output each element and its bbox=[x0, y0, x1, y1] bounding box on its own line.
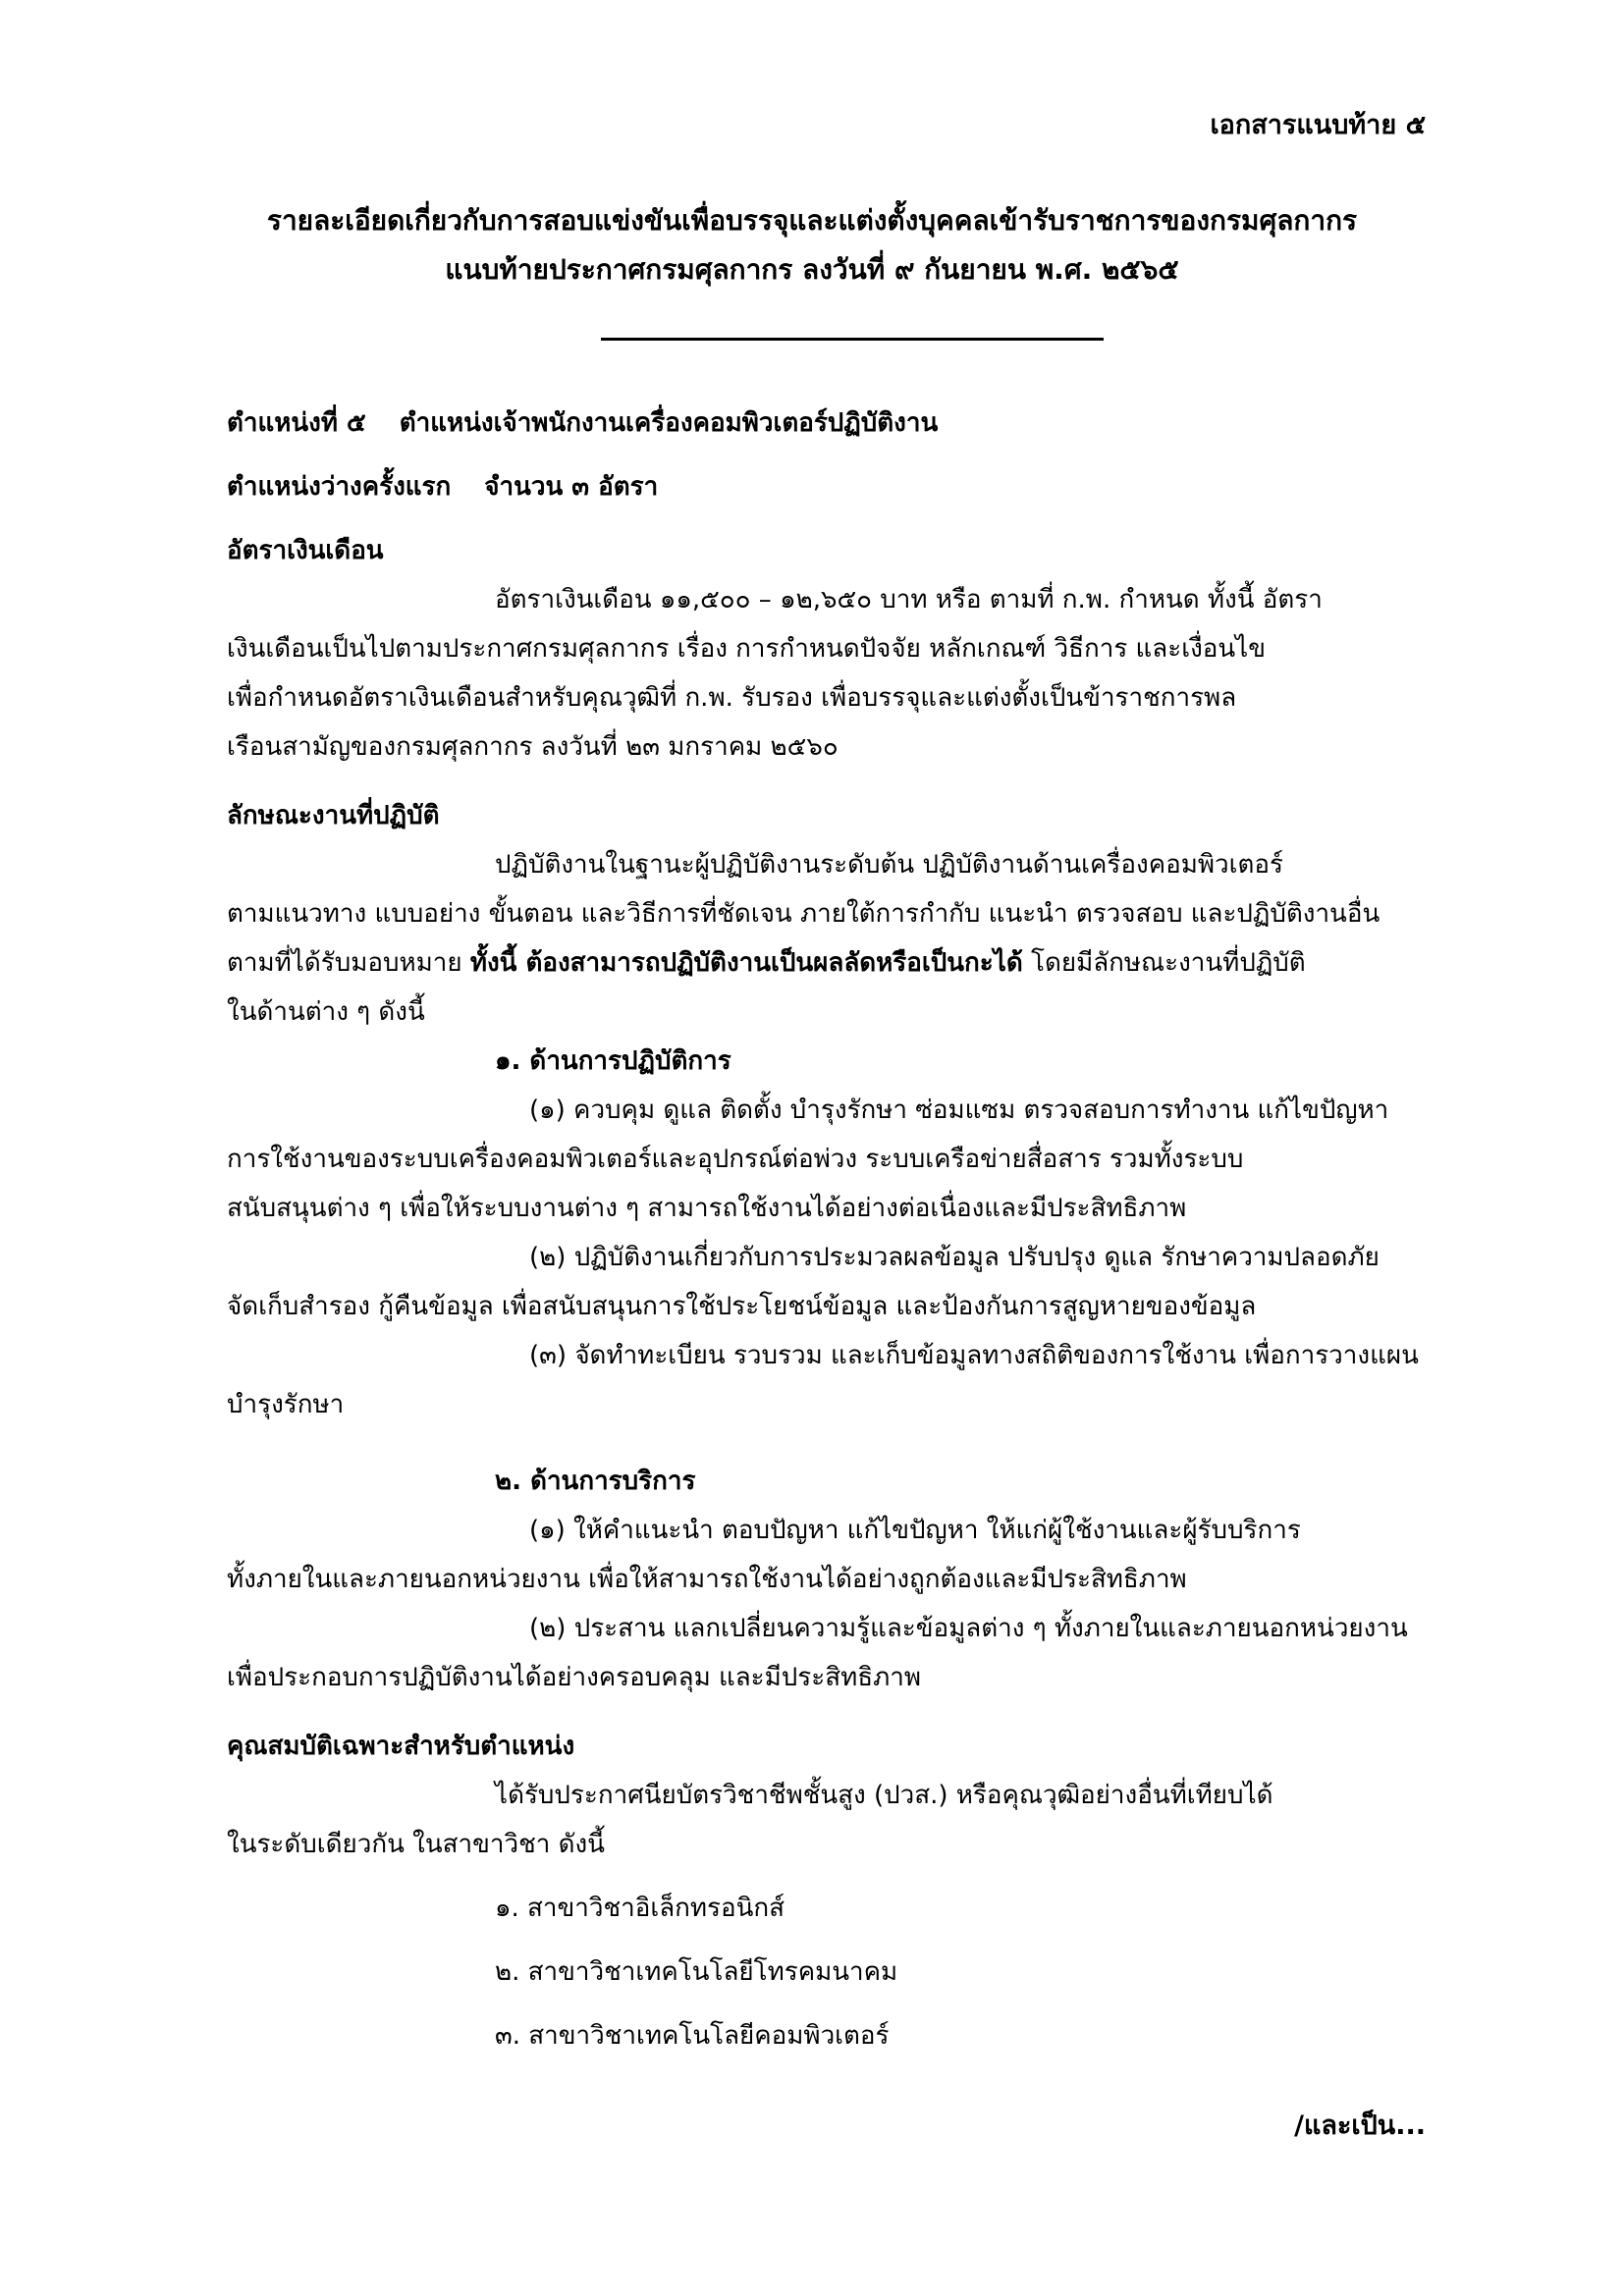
duties-shift-requirement: ทั้งนี้ ต้องสามารถปฏิบัติงานเป็นผลลัดหรือเป็นกะได้ bbox=[469, 948, 1023, 978]
duties-intro-text: โดยมีลักษณะงานที่ปฏิบัติ bbox=[1022, 948, 1306, 978]
document-title bbox=[157, 196, 1467, 294]
major-item: ๓. สาขาวิชาเทคโนโลยีคอมพิวเตอร์ bbox=[495, 2021, 890, 2051]
qualifications-heading: คุณสมบัติเฉพาะสำหรับตำแหน่ง bbox=[227, 1732, 575, 1761]
operations-heading: ๑. ด้านการปฏิบัติการ bbox=[495, 1046, 731, 1076]
annex-label: เอกสารแนบท้าย ๕ bbox=[1210, 110, 1426, 140]
qualifications-line: ได้รับประกาศนียบัตรวิชาชีพชั้นสูง (ปวส.) หรือคุณวุฒิอย่างอื่นที่เทียบได้ bbox=[495, 1781, 1273, 1810]
salary-line: เงินเดือนเป็นไปตามประกาศกรมศุลกากร เรื่อง การกำหนดปัจจัย หลักเกณฑ์ วิธีการ และเงื่อนไข bbox=[227, 634, 1267, 664]
operations-item-3-cont: บำรุงรักษา bbox=[227, 1390, 345, 1419]
salary-line: เพื่อกำหนดอัตราเงินเดือนสำหรับคุณวุฒิที่ ก.พ. รับรอง เพื่อบรรจุและแต่งตั้งเป็นข้าราชการพล bbox=[227, 683, 1237, 713]
salary-line: อัตราเงินเดือน ๑๑,๕๐๐ – ๑๒,๖๕๐ บาท หรือ ตามที่ ก.พ. กำหนด ทั้งนี้ อัตรา bbox=[495, 585, 1323, 614]
position-line bbox=[227, 399, 1423, 448]
qualifications-line: ในระดับเดียวกัน ในสาขาวิชา ดังนี้ bbox=[227, 1830, 605, 1859]
duties-intro-line: ตามแนวทาง แบบอย่าง ขั้นตอน และวิธีการที่ชัดเจน ภายใต้การกำกับ แนะนำ ตรวจสอบ และปฏิบัติงานอื่น bbox=[227, 899, 1380, 929]
position-name: ตำแหน่งเจ้าพนักงานเครื่องคอมพิวเตอร์ปฏิบัติงาน bbox=[399, 408, 939, 438]
services-item-1: (๑) ให้คำแนะนำ ตอบปัญหา แก้ไขปัญหา ให้แก่ผู้ใช้งานและผู้รับบริการ bbox=[529, 1516, 1301, 1545]
major-item: ๑. สาขาวิชาอิเล็กทรอนิกส์ bbox=[495, 1894, 785, 1923]
title-underline-divider bbox=[601, 338, 1104, 341]
document-body bbox=[227, 399, 1423, 2060]
title-line-2: แนบท้ายประกาศกรมศุลกากร ลงวันที่ ๙ กันยายน พ.ศ. ๒๕๖๕ bbox=[445, 253, 1179, 286]
salary-line: เรือนสามัญของกรมศุลกากร ลงวันที่ ๒๓ มกราคม ๒๕๖๐ bbox=[227, 732, 839, 762]
vacancy-label: ตำแหน่งว่างครั้งแรก bbox=[227, 472, 452, 502]
vacancy-count: จำนวน ๓ อัตรา bbox=[484, 472, 659, 502]
duties-heading: ลักษณะงานที่ปฏิบัติ bbox=[227, 801, 440, 830]
operations-item-2: (๒) ปฏิบัติงานเกี่ยวกับการประมวลผลข้อมูล ปรับปรุง ดูแล รักษาความปลอดภัย bbox=[529, 1243, 1380, 1272]
duties-intro-text: ตามที่ได้รับมอบหมาย bbox=[227, 948, 470, 978]
services-item-2: (๒) ประสาน แลกเปลี่ยนความรู้และข้อมูลต่าง ๆ ทั้งภายในและภายนอกหน่วยงาน bbox=[529, 1614, 1408, 1643]
vacancy-line bbox=[227, 462, 1423, 511]
major-item: ๒. สาขาวิชาเทคโนโลยีโทรคมนาคม bbox=[495, 1957, 898, 1987]
operations-item-1: (๑) ควบคุม ดูแล ติดตั้ง บำรุงรักษา ซ่อมแซม ตรวจสอบการทำงาน แก้ไขปัญหา bbox=[529, 1095, 1389, 1125]
operations-item-1-cont: การใช้งานของระบบเครื่องคอมพิวเตอร์และอุปกรณ์ต่อพ่วง ระบบเครือข่ายสื่อสาร รวมทั้งระบบ bbox=[227, 1145, 1244, 1174]
services-heading: ๒. ด้านการบริการ bbox=[495, 1467, 696, 1496]
duties-intro-line bbox=[227, 938, 1423, 988]
operations-item-3: (๓) จัดทำทะเบียน รวบรวม และเก็บข้อมูลทางสถิติของการใช้งาน เพื่อการวางแผน bbox=[529, 1341, 1419, 1370]
duties-intro-line: ในด้านต่าง ๆ ดังนี้ bbox=[227, 997, 425, 1027]
operations-item-2-cont: จัดเก็บสำรอง กู้คืนข้อมูล เพื่อสนับสนุนการใช้ประโยชน์ข้อมูล และป้องกันการสูญหายของข้อมูล bbox=[227, 1292, 1257, 1321]
services-item-1-cont: ทั้งภายในและภายนอกหน่วยงาน เพื่อให้สามารถใช้งานได้อย่างถูกต้องและมีประสิทธิภาพ bbox=[227, 1565, 1187, 1594]
position-label: ตำแหน่งที่ ๕ bbox=[227, 408, 366, 438]
continuation-marker: /และเป็น... bbox=[1294, 2110, 1426, 2141]
title-line-1: รายละเอียดเกี่ยวกับการสอบแข่งขันเพื่อบรรจุและแต่งตั้งบุคคลเข้ารับราชการของกรมศุลกากร bbox=[266, 204, 1358, 237]
salary-heading: อัตราเงินเดือน bbox=[227, 536, 384, 565]
operations-item-1-cont: สนับสนุนต่าง ๆ เพื่อให้ระบบงานต่าง ๆ สามารถใช้งานได้อย่างต่อเนื่องและมีประสิทธิภาพ bbox=[227, 1194, 1187, 1223]
services-item-2-cont: เพื่อประกอบการปฏิบัติงานได้อย่างครอบคลุม และมีประสิทธิภาพ bbox=[227, 1663, 921, 1692]
duties-intro-line: ปฏิบัติงานในฐานะผู้ปฏิบัติงานระดับต้น ปฏิบัติงานด้านเครื่องคอมพิวเตอร์ bbox=[495, 850, 1283, 880]
